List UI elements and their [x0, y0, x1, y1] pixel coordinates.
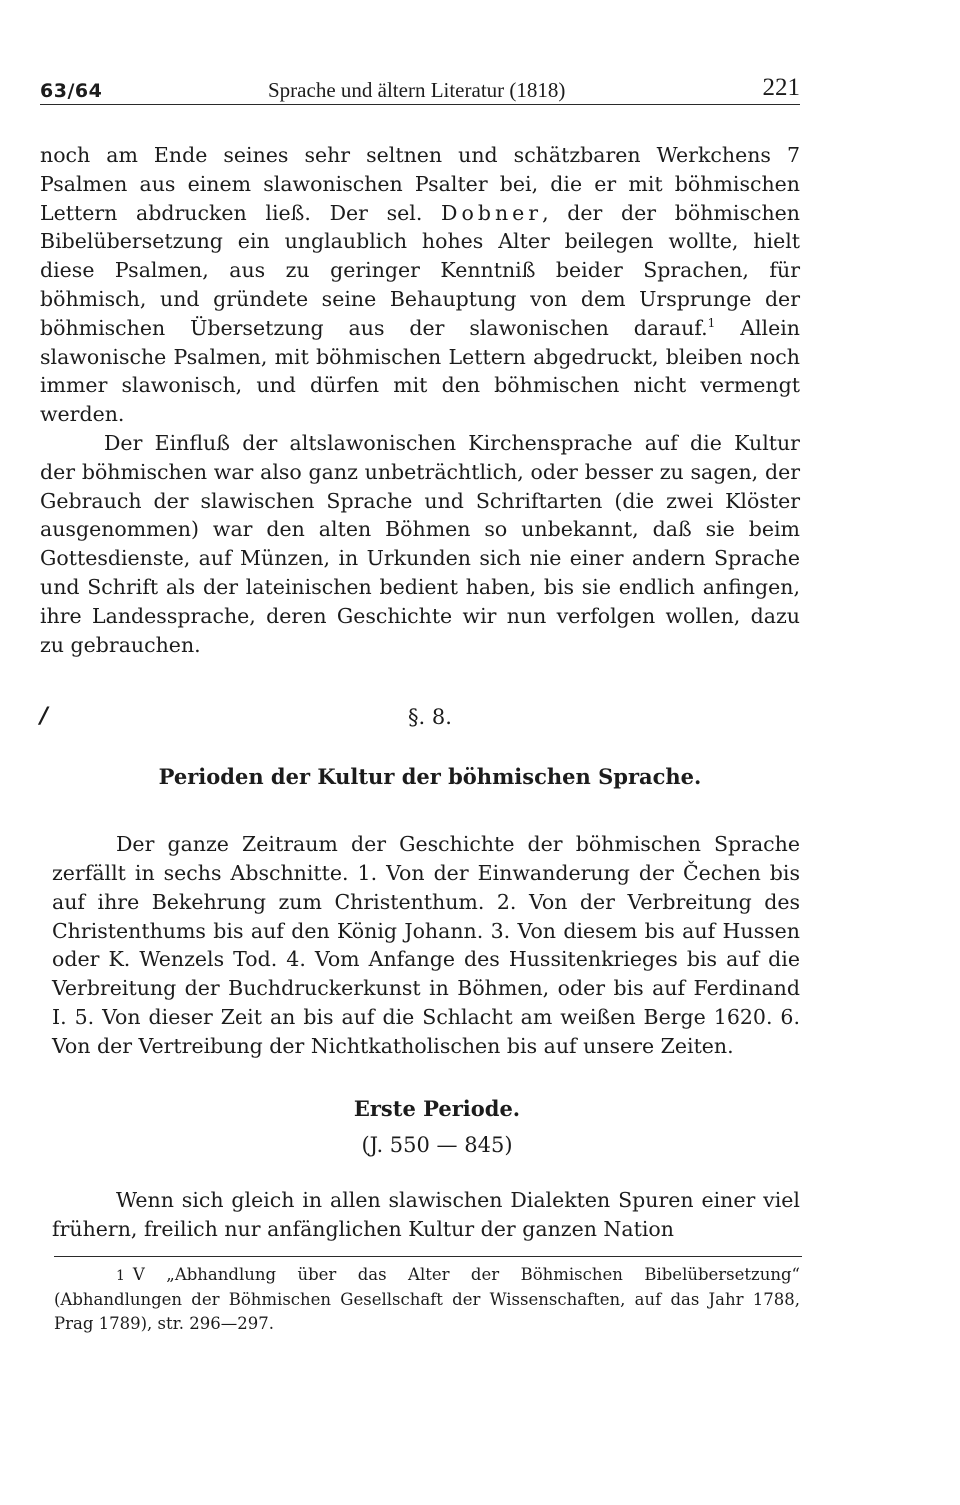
- period-range: (J. 550 — 845): [361, 1133, 513, 1158]
- footnote-number: 1: [116, 1267, 125, 1284]
- section-heading: Perioden der Kultur der böhmischen Sprache.: [158, 764, 702, 790]
- paragraph-influence: Der Einfluß der altslawonischen Kirchensprache auf die Kultur der böhmischen war also ganz unbeträchtlich, oder besser zu sagen, der Gebrauch der slawischen Sprache und Schriftarten (die zwei Klöster ausgenommen) war den alten Böhmen so unbekannt, daß sie beim Gottesdienste, auf Münzen, in Urkunden sich nie einer andern Sprache und Schrift als der lateinischen bedient haben, bis sie endlich anfingen, ihre Landessprache, deren Geschichte wir nun verfolgen wollen, dazu zu gebrauchen.: [40, 430, 800, 657]
- footnote-divider: [54, 1256, 802, 1257]
- section-number: §. 8.: [408, 705, 452, 730]
- book-page: [40, 70, 800, 1336]
- margin-mark: /: [40, 704, 49, 730]
- paragraph-periods: Der ganze Zeitraum der Geschichte der böhmischen Sprache zerfällt in sechs Abschnitte. 1. Von der Einwanderung der Čechen bis auf ihre Bekehrung zum Christenthum. 2. Von der Verbreitung des Christenthums bis auf den König Johann. 3. Von diesem bis auf Hussen oder K. Wenzels Tod. 4. Vom Anfange des Hussitenkrieges bis auf die Verbreitung der Buchdruckerkunst in Böhmen, oder bis auf Ferdinand I. 5. Von dieser Zeit an bis auf die Schlacht am weißen Berge 1620. 6. Von der Vertreibung der Nichtkatholischen bis auf unsere Zeiten.: [52, 832, 800, 1058]
- section-number-row: [40, 703, 800, 733]
- paragraph-continuation: noch am Ende seines sehr seltnen und schätzbaren Werkchens 7 Psalmen aus einem slawonischen Psalter bei, die er mit böhmischen Lettern abdrucken ließ. Der sel. Dobner, der der böhmischen Bibelübersetzung ein unglaublich hohes Alter beilegen wollte, hielt diese Psalmen, aus zu geringer Kenntniß beider Sprachen, für böhmisch, und gründete seine Behauptung von dem Ursprunge der böhmischen Übersetzung aus der slawonischen darauf.$^1$ Allein slawonische Psalmen, mit böhmischen Lettern abgedruckt, bleiben noch immer slawonisch, und dürfen mit den böhmischen nicht vermengt werden.: [40, 143, 800, 427]
- footnote-ref: 1: [707, 315, 716, 330]
- footnote-text: V „Abhandlung über das Alter der Böhmischen Bibelübersetzung“ (Abhandlungen der Böhmischen Gesellschaft der Wissenschaften, auf das Jahr 1788, Prag 1789), str. 296—297.: [54, 1264, 800, 1333]
- author-name-dobner: Dobner: [441, 200, 543, 225]
- page-number: 221: [762, 74, 800, 101]
- running-header: [40, 70, 800, 105]
- page-range-label: 63/64: [40, 80, 103, 102]
- paragraph-first-period: Wenn sich gleich in allen slawischen Dialekten Spuren einer viel frühern, freilich nur anfänglichen Kultur der ganzen Nation: [52, 1188, 800, 1241]
- period-title: Erste Periode.: [353, 1095, 521, 1121]
- running-title: Sprache und ältern Literatur (1818): [268, 78, 566, 102]
- footnote: [40, 1263, 800, 1336]
- main-text: [40, 141, 800, 1244]
